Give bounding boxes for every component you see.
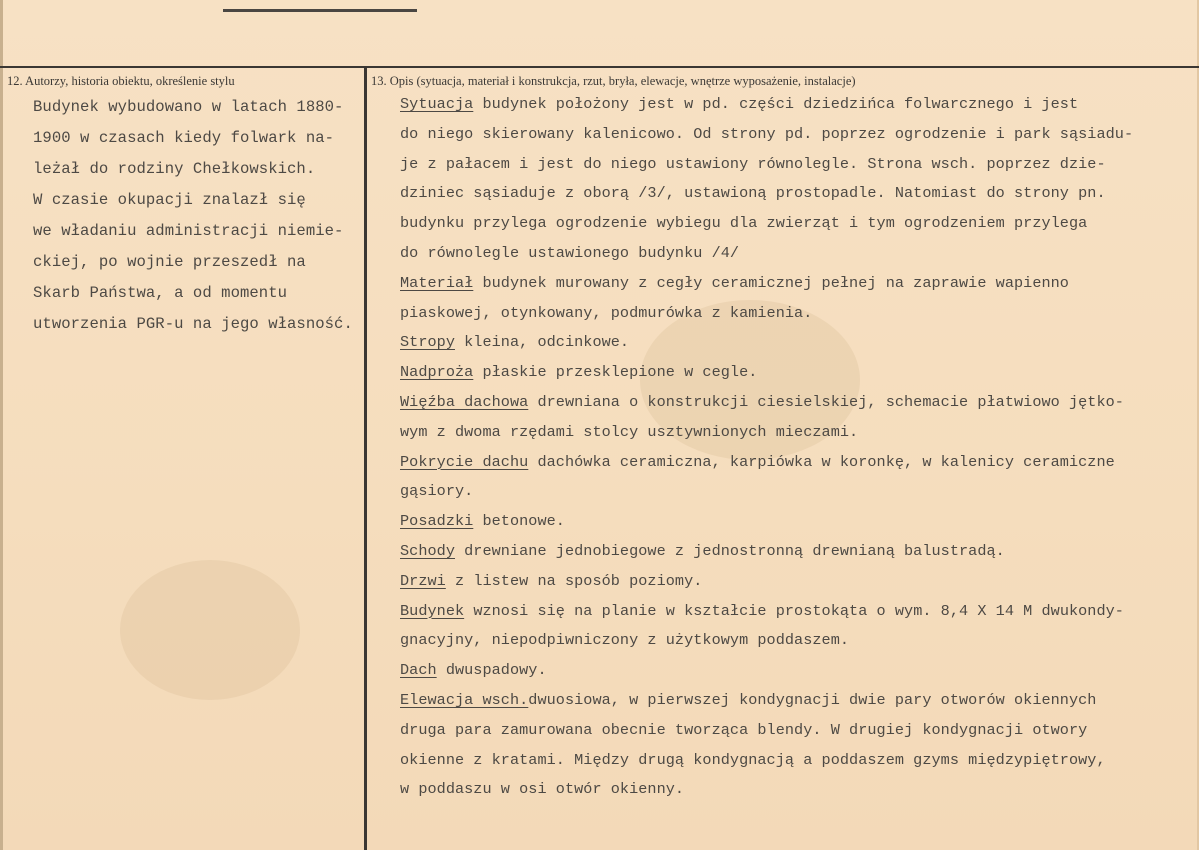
field-13-line-text: druga para zamurowana obecnie tworząca blendy. W drugiej kondygnacji otwory <box>400 720 1088 739</box>
field-13-line <box>400 537 1190 567</box>
field-12-line: utworzenia PGR-u na jego własność. <box>33 315 353 333</box>
field-12-text <box>33 92 363 340</box>
field-13-keyword: Pokrycie dachu <box>400 452 529 471</box>
field-13-keyword: Dach <box>400 661 437 680</box>
field-12-label: 12. Autorzy, historia obiektu, określenie stylu <box>7 74 235 88</box>
field-12-line: Budynek wybudowano w latach 1880- <box>33 98 344 116</box>
field-13-keyword: Drzwi <box>400 571 446 590</box>
field-13-line-text: dachówka ceramiczna, karpiówka w koronkę, w kalenicy ceramiczne <box>528 452 1115 471</box>
field-13-keyword: Więźba dachowa <box>400 392 529 411</box>
field-12-line: Skarb Państwa, a od momentu <box>33 284 288 302</box>
field-13-line <box>400 716 1190 746</box>
field-13-line <box>400 746 1190 776</box>
field-13-line-text: wym z dwoma rzędami stolcy usztywnionych mieczami. <box>400 422 859 441</box>
field-13-line <box>400 358 1190 388</box>
top-rule-mark <box>223 9 417 12</box>
field-13-line-text: je z pałacem i jest do niego ustawiony równolegle. Strona wsch. poprzez dzie- <box>400 154 1106 173</box>
field-13-line-text: dwuosiowa, w pierwszej kondygnacji dwie pary otworów okiennych <box>528 690 1097 709</box>
field-13-keyword: Materiał <box>400 273 474 292</box>
field-13-line <box>400 209 1190 239</box>
field-13-line <box>400 418 1190 448</box>
column-divider <box>364 66 367 850</box>
field-13-line-text: piaskowej, otynkowany, podmurówka z kamienia. <box>400 303 813 322</box>
field-13-line-text: w poddaszu w osi otwór okienny. <box>400 780 685 799</box>
field-13-line-text: drewniane jednobiegowe z jednostronną drewnianą balustradą. <box>454 541 1005 560</box>
field-13-line-text: do równolegle ustawionego budynku /4/ <box>400 243 740 262</box>
field-12-line: ckiej, po wojnie przeszedł na <box>33 253 306 271</box>
field-13-keyword: Elewacja wsch. <box>400 690 529 709</box>
field-12-line: 1900 w czasach kiedy folwark na- <box>33 129 335 147</box>
field-13-line <box>400 597 1190 627</box>
field-13-line <box>400 507 1190 537</box>
field-13-line-text: gnacyjny, niepodpiwniczony z użytkowym poddaszem. <box>400 631 850 650</box>
field-13-line-text: budynku przylega ogrodzenie wybiegu dla zwierząt i tym ogrodzeniem przylega <box>400 214 1088 233</box>
field-13-keyword: Sytuacja <box>400 95 474 113</box>
field-13-line-text: okienne z kratami. Między drugą kondygnacją a poddaszem gzyms międzypiętrowy, <box>400 750 1106 769</box>
field-13-line-text: gąsiory. <box>400 482 474 501</box>
field-13-line <box>400 567 1190 597</box>
field-13-line <box>400 686 1190 716</box>
paper-stain <box>120 560 300 700</box>
field-13-line-text: dwuspadowy. <box>436 661 547 680</box>
field-13-line <box>400 269 1190 299</box>
field-13-keyword: Budynek <box>400 601 465 620</box>
field-13-line <box>400 388 1190 418</box>
field-13-text <box>400 90 1190 805</box>
card-left-edge <box>0 0 3 850</box>
field-13-keyword: Schody <box>400 541 455 560</box>
field-12-line: W czasie okupacji znalazł się <box>33 191 306 209</box>
field-12-line: we władaniu administracji niemie- <box>33 222 344 240</box>
field-13-line <box>400 299 1190 329</box>
field-13-line-text: dziniec sąsiaduje z oborą /3/, ustawioną prostopadle. Natomiast do strony pn. <box>400 184 1106 203</box>
field-13-line <box>400 626 1190 656</box>
field-13-line <box>400 239 1190 269</box>
field-13-line-text: betonowe. <box>473 512 565 531</box>
field-13-line-text: płaskie przesklepione w cegle. <box>473 363 758 382</box>
field-13-line-text: z listew na sposób poziomy. <box>445 571 703 590</box>
field-13-keyword: Posadzki <box>400 512 474 531</box>
field-13-label: 13. Opis (sytuacja, materiał i konstrukcja, rzut, bryła, elewacje, wnętrze wyposażenie, instalacje) <box>371 74 856 88</box>
field-13-line-text: budynek położony jest w pd. części dziedzińca folwarcznego i jest <box>473 95 1079 113</box>
field-13-line-text: do niego skierowany kalenicowo. Od strony pd. poprzez ogrodzenie i park sąsiadu- <box>400 124 1134 143</box>
field-13-line <box>400 179 1190 209</box>
field-13-line-text: kleina, odcinkowe. <box>454 333 630 352</box>
header-rule <box>0 66 1199 68</box>
field-13-keyword: Nadproża <box>400 363 474 382</box>
field-13-line <box>400 656 1190 686</box>
field-12-line: leżał do rodziny Chełkowskich. <box>33 160 316 178</box>
field-13-line <box>400 328 1190 358</box>
field-13-line <box>400 120 1190 150</box>
field-13-keyword: Stropy <box>400 333 455 352</box>
field-13-line <box>400 90 1190 120</box>
field-13-line-text: drewniana o konstrukcji ciesielskiej, schemacie płatwiowo jętko- <box>528 392 1124 411</box>
field-13-line <box>400 775 1190 805</box>
field-13-line <box>400 477 1190 507</box>
field-13-line <box>400 448 1190 478</box>
field-13-line-text: wznosi się na planie w kształcie prostokąta o wym. 8,4 X 14 M dwukondy- <box>464 601 1124 620</box>
field-13-line-text: budynek murowany z cegły ceramicznej pełnej na zaprawie wapienno <box>473 273 1069 292</box>
field-13-line <box>400 150 1190 180</box>
